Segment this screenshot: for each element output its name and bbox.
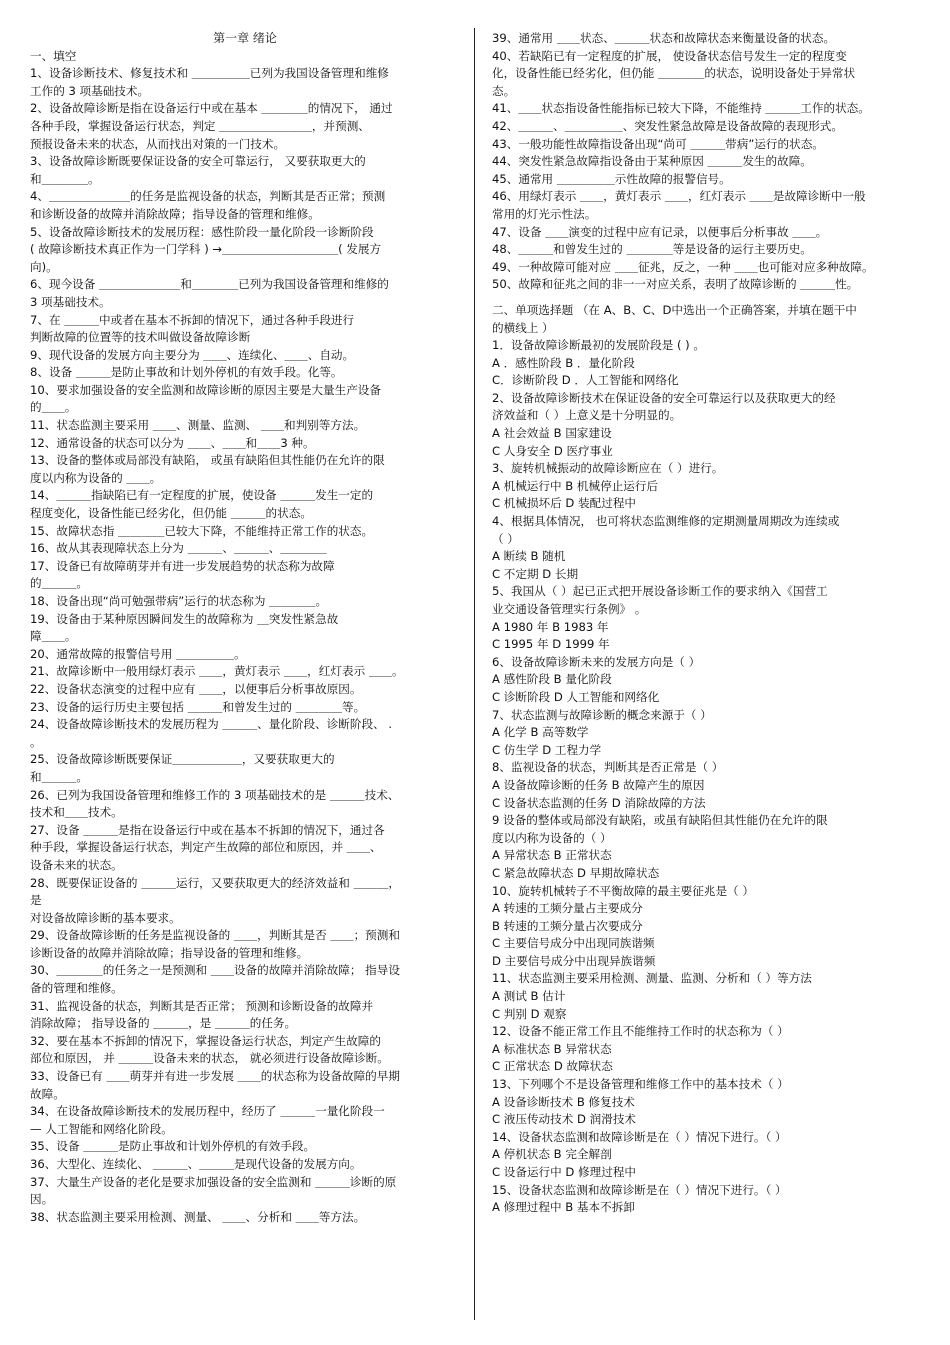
left-column-line: 第一章 绪论 — [213, 31, 277, 45]
left-column-line: 14、＿＿＿指缺陷已有一定程度的扩展，使设备 ＿＿＿发生一定的 — [30, 488, 374, 503]
right-column-line: 42、＿＿＿、＿＿＿＿＿、突发性紧急故障是设备故障的表现形式。 — [492, 118, 843, 133]
left-column-line: 27、设备 ＿＿＿是指在设备运行中或在基本不拆卸的情况下，通过各 — [30, 822, 385, 837]
right-column-line: 9 设备的整体或局部没有缺陷，或虽有缺陷但其性能仍在允许的限 — [492, 813, 828, 828]
right-column-line: 6、设备故障诊断未来的发展方向是（ ） — [492, 654, 701, 669]
left-column-line: 24、设备故障诊断技术的发展历程为 ＿＿＿、量化阶段、诊断阶段、 . — [30, 717, 393, 732]
left-column-line: 和＿＿＿＿。 — [30, 171, 100, 186]
left-column-line: 11、状态监测主要采用 ＿＿、测量、监测、 ＿＿和判别等方法。 — [30, 418, 366, 433]
left-column-line: 17、设备已有故障萌芽并有进一步发展趋势的状态称为故障 — [30, 558, 335, 573]
right-column-line: 7、状态监测与故障诊断的概念来源于（ ） — [492, 707, 712, 722]
right-column-line: 12、设备不能正常工作且不能维持工作时的状态称为（ ） — [492, 1024, 789, 1039]
right-column-line: 13、下列哪个不是设备管理和维修工作中的基本技术（ ） — [492, 1077, 789, 1092]
right-column-line: A 转速的工频分量占主要成分 — [492, 901, 643, 916]
right-column-line: 43、一般功能性故障指设备出现“尚可 ＿＿＿带病”运行的状态。 — [492, 136, 824, 151]
left-column-line: 消除故障； 指导设备的 ＿＿＿，是 ＿＿＿的任务。 — [30, 1016, 297, 1031]
right-column-line: 5、我国从（ ）起已正式把开展设备诊断工作的要求纳入《国营工 — [492, 584, 828, 599]
right-column-line: 46、用绿灯表示 ＿＿，黄灯表示 ＿＿，红灯表示 ＿＿是故障诊断中一般 — [492, 189, 866, 204]
right-column-line: A 化学 B 高等数学 — [492, 725, 589, 740]
right-column-line: A 异常状态 B 正常状态 — [492, 848, 612, 863]
right-column-line: A 社会效益 B 国家建设 — [492, 426, 612, 441]
left-column-line: ( 故障诊断技术真正作为一门学科 ) →＿＿＿＿＿＿＿＿＿＿( 发展方 — [30, 242, 382, 257]
right-column-line: 50、故障和征兆之间的非一一对应关系，表明了故障诊断的 ＿＿＿性。 — [492, 277, 859, 292]
right-column-line: 44、突发性紧急故障指设备由于某种原因 ＿＿＿发生的故障。 — [492, 154, 812, 169]
left-column-line: 工作的 3 项基础技术。 — [30, 83, 150, 98]
left-column-line: 8、设备 ＿＿＿是防止事故和计划外停机的有效手段。化等。 — [30, 365, 343, 380]
right-column-line: A 标准状态 B 异常状态 — [492, 1041, 612, 1056]
left-column-line: 20、通常故障的报警信号用 ＿＿＿＿＿。 — [30, 646, 246, 661]
right-column-line: 业交通设备管理实行条例》 。 — [492, 602, 647, 616]
left-column-line: 13、设备的整体或局部没有缺陷， 或虽有缺陷但其性能仍在允许的限 — [30, 453, 385, 468]
right-column-line: 3、旋转机械振动的故障诊断应在（ ）进行。 — [492, 461, 724, 476]
right-column-line: A 停机状态 B 完全解剖 — [492, 1147, 612, 1162]
column-divider — [474, 28, 475, 1320]
left-column-line: 3 项基础技术。 — [30, 294, 111, 309]
right-column-line: 济效益和（ ）上意义是十分明显的。 — [492, 408, 682, 423]
right-column-line: C 诊断阶段 D 人工智能和网络化 — [492, 689, 660, 704]
right-column-line: 39、通常用 ＿＿状态、＿＿＿状态和故障状态来衡量设备的状态。 — [492, 31, 836, 45]
left-column-line: 部位和原因， 并 ＿＿＿设备未来的状态， 就必须进行设备故障诊断。 — [30, 1051, 389, 1066]
right-column-line — [492, 294, 912, 302]
right-column-line: 2、设备故障诊断技术在保证设备的安全可靠运行以及获取更大的经 — [492, 390, 836, 405]
right-column-line: A 感性阶段 B 量化阶段 — [492, 672, 612, 687]
left-column-line: 因。 — [30, 1192, 54, 1207]
right-column-line: 的横线上 ） — [492, 320, 554, 335]
right-column-line: C 主要信号成分中出现同族谐频 — [492, 936, 655, 951]
right-column-line: C 人身安全 D 医疗事业 — [492, 443, 613, 458]
left-column-line: 16、故从其表现障状态上分为 ＿＿＿、＿＿＿、＿＿＿＿ — [30, 541, 327, 556]
left-column-line: 37、大量生产设备的老化是要求加强设备的安全监测和 ＿＿＿诊断的原 — [30, 1174, 397, 1189]
right-column-line: 48、＿＿＿和曾发生过的 ＿＿＿＿等是设备的运行主要历史。 — [492, 242, 812, 257]
left-column-line: 故障。 — [30, 1086, 65, 1101]
left-column-line: 一、填空 — [30, 48, 77, 63]
right-column-line: C 设备运行中 D 修理过程中 — [492, 1165, 637, 1179]
left-column-line: 的＿＿。 — [30, 400, 77, 415]
left-column-line: 。 — [30, 734, 42, 749]
right-column-line: 14、设备状态监测和故障诊断是在（ ）情况下进行。（ ） — [492, 1129, 787, 1144]
left-column-line: 30、＿＿＿＿的任务之一是预测和 ＿＿设备的故障并消除故障； 指导设 — [30, 963, 400, 978]
left-column-line: 是 — [30, 893, 42, 908]
left-column-line: 度以内称为设备的 ＿＿。 — [30, 470, 162, 485]
left-column-line: 判断故障的位置等的技术叫做设备故障诊断 — [30, 330, 251, 345]
left-column-line: 33、设备已有 ＿＿萌芽并有进一步发展 ＿＿的状态称为设备故障的早期 — [30, 1069, 400, 1084]
left-column-line: 23、设备的运行历史主要包括 ＿＿＿和曾发生过的 ＿＿＿＿等。 — [30, 699, 366, 714]
right-column-line: 45、通常用 ＿＿＿＿＿示性故障的报警信号。 — [492, 171, 731, 186]
right-column-line: 10、旋转机械转子不平衡故障的最主要征兆是（ ） — [492, 883, 754, 898]
right-column-line: A 设备诊断技术 B 修复技术 — [492, 1094, 635, 1109]
right-column-line: C 紧急故障状态 D 早期故障状态 — [492, 865, 660, 880]
left-column-line: 6、现今设备 ＿＿＿＿＿＿＿和＿＿＿＿已列为我国设备管理和维修的 — [30, 277, 389, 292]
left-column-line: 技术和＿＿技术。 — [30, 805, 123, 820]
right-column-line: A 设备故障诊断的任务 B 故障产生的原因 — [492, 777, 705, 792]
left-column-line: 12、通常设备的状态可以分为 ＿＿、＿＿和＿＿3 种。 — [30, 435, 315, 450]
right-column-line: A ．感性阶段 B ．量化阶段 — [492, 355, 635, 370]
left-column-line: 4、＿＿＿＿＿＿＿的任务是监视设备的状态，判断其是否正常；预测 — [30, 189, 386, 204]
right-column-line: 态。 — [492, 83, 516, 98]
right-column-line: 化，设备性能已经劣化，但仍能 ＿＿＿＿的状态，说明设备处于异常状 — [492, 66, 856, 81]
left-column-line: 各种手段，掌握设备运行状态，判定 ＿＿＿＿＿＿＿＿，并预测、 — [30, 118, 370, 133]
left-column-line: 18、设备出现“尚可勉强带病”运行的状态称为 ＿＿＿＿。 — [30, 594, 328, 608]
left-column-line: 34、在设备故障诊断技术的发展历程中，经历了 ＿＿＿一量化阶段一 — [30, 1104, 385, 1119]
left-column — [30, 30, 460, 1226]
left-column-line: 28、既要保证设备的 ＿＿＿运行，又要获取更大的经济效益和 ＿＿＿， — [30, 875, 400, 890]
right-column-line: 度以内称为设备的（ ） — [492, 830, 612, 845]
left-column-line: 32、要在基本不拆卸的情况下，掌握设备运行状态，判定产生故障的 — [30, 1033, 381, 1048]
left-column-line: 1、设备诊断技术、修复技术和 ＿＿＿＿＿已列为我国设备管理和维修 — [30, 66, 389, 81]
left-column-line: 5、设备故障诊断技术的发展历程：感性阶段一量化阶段一诊断阶段 — [30, 224, 374, 239]
right-column-line: A 修理过程中 B 基本不拆卸 — [492, 1200, 635, 1215]
left-column-line: 障＿＿。 — [30, 629, 77, 644]
left-column-line: 和诊断设备的故障并消除故障；指导设备的管理和维修。 — [30, 206, 320, 221]
right-column-line: 4、根据具体情况， 也可将状态监测维修的定期测量周期改为连续或 — [492, 514, 840, 529]
left-column-line: 10、要求加强设备的安全监测和故障诊断的原因主要是大量生产设备 — [30, 382, 381, 397]
left-column-line: 36、大型化、连续化、 ＿＿＿、＿＿＿是现代设备的发展方向。 — [30, 1157, 362, 1171]
right-column-line: B 转速的工频分量占次要成分 — [492, 918, 643, 933]
right-column-line: 15、设备状态监测和故障诊断是在（ ）情况下进行。（ ） — [492, 1182, 787, 1197]
left-column-line: 3、设备故障诊断既要保证设备的安全可靠运行， 又要获取更大的 — [30, 154, 366, 169]
right-column-line: 8、监视设备的状态，判断其是否正常是（ ） — [492, 760, 724, 775]
right-column-line: 40、若缺陷已有一定程度的扩展， 使设备状态信号发生一定的程度变 — [492, 48, 847, 63]
left-column-line: 22、设备状态演变的过程中应有 ＿＿，以便事后分析事故原因。 — [30, 681, 362, 696]
left-column-line: 预报设备未来的状态，从而找出对策的一门技术。 — [30, 136, 286, 151]
left-column-line: 备的管理和维修。 — [30, 981, 123, 996]
left-column-line: 25、设备故障诊断既要保证＿＿＿＿＿＿，又要获取更大的 — [30, 752, 335, 767]
right-column-line: C 设备状态监测的任务 D 消除故障的方法 — [492, 795, 706, 810]
left-column-line: 21、故障诊断中一般用绿灯表示 ＿＿，黄灯表示 ＿＿，红灯表示 ＿＿。 — [30, 664, 404, 679]
right-column-line: 1．设备故障诊断最初的发展阶段是 ( ) 。 — [492, 338, 705, 353]
right-column-line: C 液压传动技术 D 润滑技术 — [492, 1112, 637, 1127]
right-column-line: （ ） — [492, 531, 519, 546]
right-column-line: A 机械运行中 B 机械停止运行后 — [492, 478, 659, 493]
left-column-line: 35、设备 ＿＿＿是防止事故和计划外停机的有效手段。 — [30, 1139, 316, 1154]
right-column — [492, 30, 912, 1217]
right-column-line: 11、状态监测主要采用检测、测量、监测、分析和（ ）等方法 — [492, 971, 812, 986]
left-column-line: 种手段，掌握设备运行状态，判定产生故障的部位和原因，并 ＿＿、 — [30, 840, 382, 855]
left-column-line: 38、状态监测主要采用检测、测量、 ＿＿、分析和 ＿＿等方法。 — [30, 1209, 366, 1224]
left-column-line: 程度变化，设备性能已经劣化，但仍能 ＿＿＿的状态。 — [30, 506, 312, 521]
right-column-line: 二、单项选择题 （在 A、B、C、D中选出一个正确答案，并填在题干中 — [492, 302, 857, 317]
right-column-line: 41、＿＿状态指设备性能指标已较大下降，不能维持 ＿＿＿工作的状态。 — [492, 101, 870, 116]
right-column-line: C 机械损坏后 D 装配过程中 — [492, 496, 637, 511]
right-column-line: 47、设备 ＿＿演变的过程中应有记录，以便事后分析事故 ＿＿。 — [492, 224, 828, 239]
right-column-line: 49、一种故障可能对应 ＿＿征兆，反之，一种 ＿＿也可能对应多种故障。 — [492, 259, 874, 274]
left-column-line: 对设备故障诊断的基本要求。 — [30, 910, 181, 925]
left-column-line: 31、监视设备的状态，判断其是否正常； 预测和诊断设备的故障并 — [30, 998, 374, 1013]
left-column-line: 诊断设备的故障并消除故障；指导设备的管理和维修。 — [30, 945, 309, 960]
right-column-line: 常用的灯光示性法。 — [492, 206, 597, 221]
right-column-line: A 断续 B 随机 — [492, 549, 566, 564]
left-column-line: 19、设备由于某种原因瞬间发生的故障称为 ＿突发性紧急故 — [30, 611, 339, 626]
right-column-line: A 测试 B 估计 — [492, 989, 566, 1004]
left-column-line: 7、在 ＿＿＿中或者在基本不拆卸的情况下，通过各种手段进行 — [30, 312, 355, 327]
right-column-line: D 主要信号成分中出现异族谐频 — [492, 953, 656, 968]
left-column-line: 15、故障状态指 ＿＿＿＿已较大下降，不能维持正常工作的状态。 — [30, 523, 374, 538]
right-column-line: A 1980 年 B 1983 年 — [492, 619, 609, 634]
right-column-line: C 仿生学 D 工程力学 — [492, 742, 602, 757]
left-column-line: 的＿＿＿。 — [30, 576, 88, 591]
left-column-line: — 人工智能和网络化阶段。 — [30, 1121, 173, 1136]
left-column-line: 向)。 — [30, 259, 58, 274]
right-column-line: C 不定期 D 长期 — [492, 566, 579, 581]
right-column-line: C 正常状态 D 故障状态 — [492, 1059, 613, 1074]
left-column-line: 9、现代设备的发展方向主要分为 ＿＿、连续化、＿＿、自动。 — [30, 347, 355, 362]
right-column-line: C 判别 D 观察 — [492, 1006, 567, 1021]
left-column-line: 和＿＿＿。 — [30, 769, 88, 784]
right-column-line: C 1995 年 D 1999 年 — [492, 637, 610, 652]
right-column-line: C．诊断阶段 D ．人工智能和网络化 — [492, 373, 679, 388]
left-column-line: 29、设备故障诊断的任务是监视设备的 ＿＿，判断其是否 ＿＿；预测和 — [30, 928, 400, 943]
left-column-line: 26、已列为我国设备管理和维修工作的 3 项基础技术的是 ＿＿＿技术、 — [30, 787, 400, 802]
left-column-line: 设备未来的状态。 — [30, 857, 123, 872]
left-column-line: 2、设备故障诊断是指在设备运行中或在基本 ＿＿＿＿的情况下， 通过 — [30, 101, 393, 116]
